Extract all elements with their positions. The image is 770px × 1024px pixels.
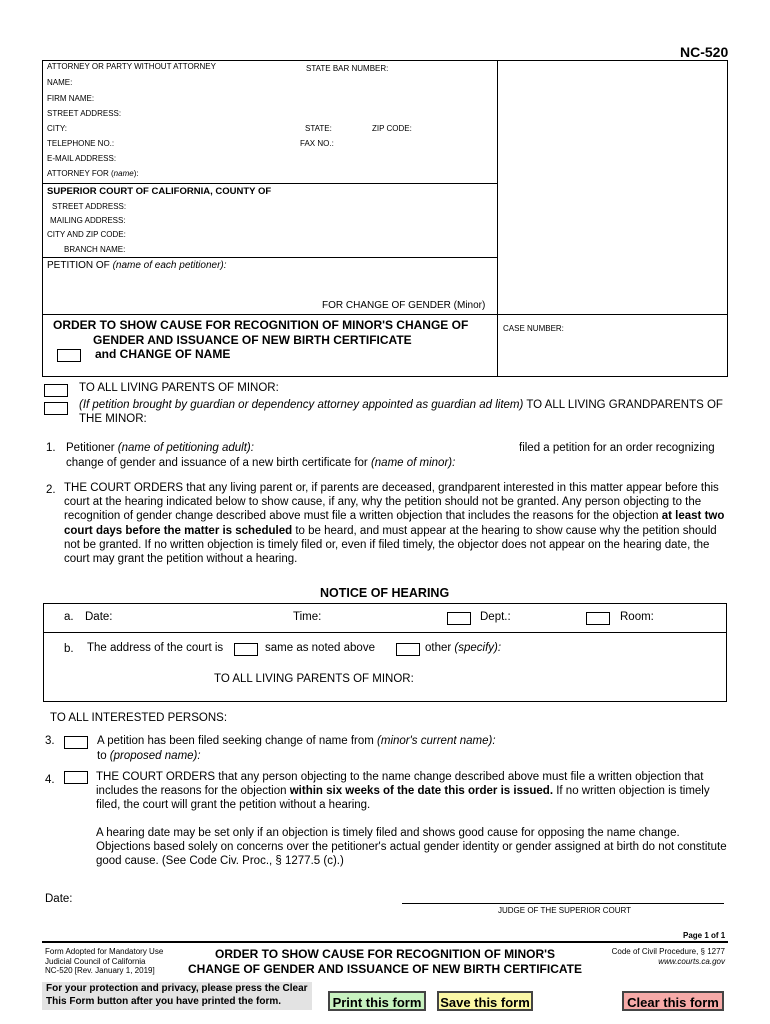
privacy-notice: For your protection and privacy, please press the Clear This Form button after you have printed the form. (42, 982, 312, 1010)
room-checkbox[interactable] (586, 612, 610, 625)
to-grandparents-label: (If petition brought by guardian or dependency attorney appointed as guardian ad litem) TO ALL LIVING GRANDPARENTS OF (79, 399, 723, 411)
dept-checkbox[interactable] (447, 612, 471, 625)
print-form-button[interactable]: Print this form (328, 991, 426, 1011)
title-line-2: GENDER AND ISSUANCE OF NEW BIRTH CERTIFICATE (93, 333, 412, 347)
header-top-border (42, 60, 728, 61)
change-of-name-checkbox[interactable] (57, 349, 81, 362)
header-divider (497, 60, 498, 376)
petitioner-label: Petitioner (name of petitioning adult): (66, 442, 254, 454)
item-a-label: a. (64, 611, 74, 623)
header-right-border (727, 60, 728, 376)
notice-to-parents-label: TO ALL LIVING PARENTS OF MINOR: (214, 673, 414, 685)
footer-code-reference: Code of Civil Procedure, § 1277 www.courts.ca.gov (611, 947, 725, 966)
state-bar-label: STATE BAR NUMBER: (306, 64, 389, 73)
item-4-checkbox[interactable] (64, 771, 88, 784)
state-label: STATE: (305, 124, 332, 133)
other-address-checkbox[interactable] (396, 643, 420, 656)
case-number-label: CASE NUMBER: (503, 324, 564, 333)
title-section-line (42, 314, 728, 315)
filed-petition-text: filed a petition for an order recognizing (519, 442, 715, 454)
to-grandparents-line-2: THE MINOR: (79, 413, 147, 425)
footer-rule (42, 941, 728, 943)
to-interested-label: TO ALL INTERESTED PERSONS: (50, 712, 228, 724)
notice-of-hearing-title: NOTICE OF HEARING (320, 586, 450, 600)
attorney-party-label: ATTORNEY OR PARTY WITHOUT ATTORNEY (47, 62, 216, 71)
judge-label: JUDGE OF THE SUPERIOR COURT (498, 906, 632, 915)
to-grandparents-checkbox[interactable] (44, 402, 68, 415)
time-label: Time: (293, 611, 322, 623)
proposed-name-label: to (proposed name): (97, 750, 201, 762)
telephone-label: TELEPHONE NO.: (47, 139, 115, 148)
name-change-orders-paragraph: THE COURT ORDERS that any person objecting to the name change described above must file a written objection that includes the reasons for the objection within six weeks of the date this order is issued. If no written objection is timely filed, the court will grant the petition without a hearing. (96, 771, 710, 812)
save-form-button[interactable]: Save this form (437, 991, 533, 1011)
footer-title: ORDER TO SHOW CAUSE FOR RECOGNITION OF MINOR'S CHANGE OF GENDER AND ISSUANCE OF NEW BIRTH CERTIFICATE (187, 947, 582, 976)
for-change-label: FOR CHANGE OF GENDER (Minor) (322, 300, 486, 311)
court-address-label: The address of the court is (87, 642, 224, 654)
form-code: NC-520 (680, 44, 729, 60)
header-bottom-border (42, 376, 728, 377)
item-3-number: 3. (45, 735, 55, 747)
court-street-label: STREET ADDRESS: (52, 202, 127, 211)
clear-form-button[interactable]: Clear this form (622, 991, 724, 1011)
item-2-number: 2. (46, 484, 56, 496)
fax-label: FAX NO.: (300, 139, 334, 148)
attorney-for-label: ATTORNEY FOR (name): (47, 169, 139, 178)
dept-label: Dept.: (480, 611, 511, 623)
name-label: NAME: (47, 78, 73, 87)
other-address-label: other (specify): (425, 642, 502, 654)
minor-name-label: change of gender and issuance of a new birth certificate for (name of minor): (66, 457, 456, 469)
name-change-text: A petition has been filed seeking change of name from (minor's current name): (97, 735, 496, 747)
item-1-number: 1. (46, 442, 56, 454)
date-label: Date: (85, 611, 113, 623)
same-as-above-checkbox[interactable] (234, 643, 258, 656)
petition-of-label: PETITION OF (name of each petitioner): (47, 260, 227, 271)
court-title: SUPERIOR COURT OF CALIFORNIA, COUNTY OF (47, 186, 272, 197)
to-parents-checkbox[interactable] (44, 384, 68, 397)
court-section-line (42, 183, 498, 184)
court-city-label: CITY AND ZIP CODE: (47, 230, 126, 239)
judge-signature-line (402, 903, 724, 904)
hearing-date-paragraph: A hearing date may be set only if an objection is timely filed and shows good cause for opposing the name change. Objections based solely on concerns over the petitioner's actual gender identity or gender assigned at birth do not constitute good cause. (See Code Civ. Proc., § 1277.5 (c).) (96, 827, 727, 868)
same-as-above-label: same as noted above (265, 642, 375, 654)
title-line-3: and CHANGE OF NAME (95, 347, 231, 361)
zip-label: ZIP CODE: (372, 124, 412, 133)
header-left-border (42, 60, 43, 376)
court-orders-paragraph: THE COURT ORDERS that any living parent or, if parents are deceased, grandparent interested in this matter appear before this court at the hearing indicated below to show cause, if any, why the petition should not be granted. Any person objecting to the recognition of gender change described above must file a written objection that includes the reasons for the objection at least two court days before the matter is scheduled to be heard, and must appear at the hearing to show cause why the petition should not be granted. If no written objection is timely filed or, even if filed timely, the objector does not appear on the hearing date, the court may grant the petition without a hearing. (64, 482, 725, 566)
item-3-checkbox[interactable] (64, 736, 88, 749)
firm-name-label: FIRM NAME: (47, 94, 95, 103)
item-4-number: 4. (45, 774, 55, 786)
petition-section-line (42, 257, 498, 258)
signature-date-label: Date: (45, 893, 73, 905)
city-label: CITY: (47, 124, 68, 133)
title-line-1: ORDER TO SHOW CAUSE FOR RECOGNITION OF MINOR'S CHANGE OF (53, 318, 469, 332)
court-branch-label: BRANCH NAME: (64, 245, 126, 254)
street-address-label: STREET ADDRESS: (47, 109, 122, 118)
page-number: Page 1 of 1 (683, 931, 726, 940)
notice-row-line (43, 632, 727, 633)
court-mailing-label: MAILING ADDRESS: (50, 216, 126, 225)
form-adopted-text: Form Adopted for Mandatory Use Judicial Council of California NC-520 [Rev. January 1, 2019] (45, 947, 164, 975)
item-b-label: b. (64, 643, 74, 655)
room-label: Room: (620, 611, 654, 623)
email-label: E-MAIL ADDRESS: (47, 154, 117, 163)
to-parents-label: TO ALL LIVING PARENTS OF MINOR: (79, 382, 279, 394)
